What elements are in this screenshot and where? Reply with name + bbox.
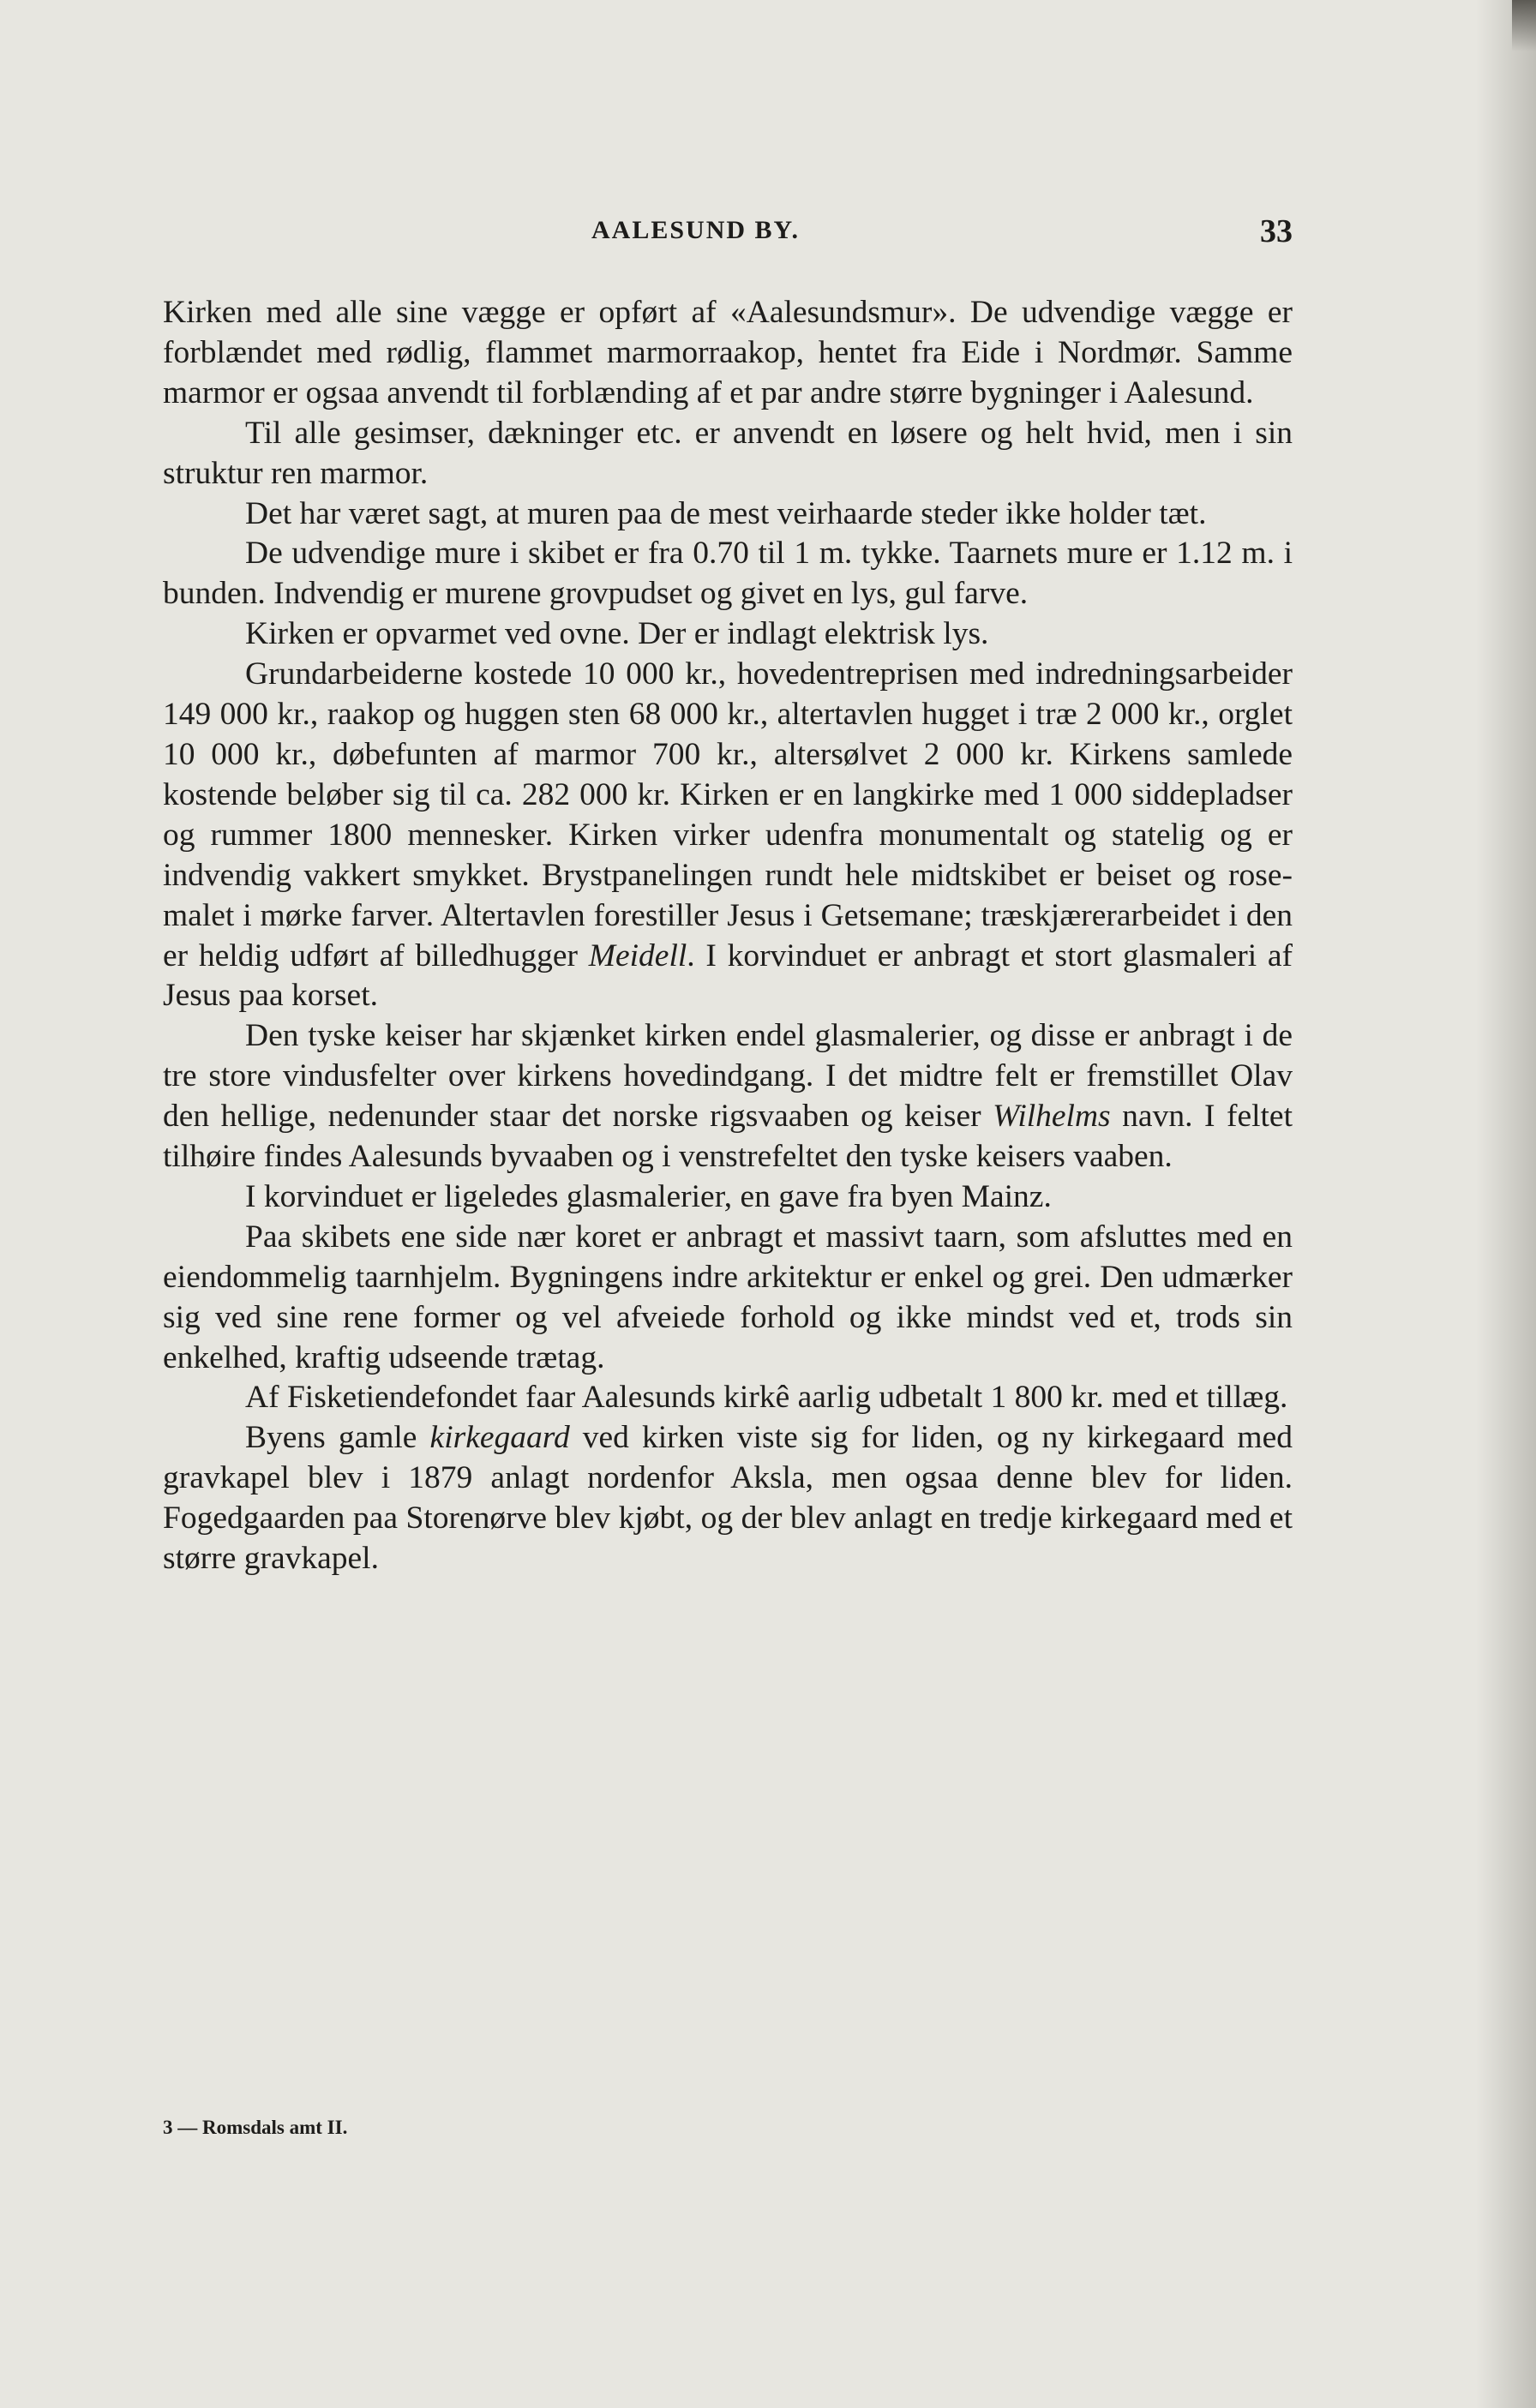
- paragraph: [163, 1378, 1293, 1418]
- paragraph: [163, 414, 1293, 494]
- page-edge-shadow: [1476, 0, 1536, 2408]
- running-title: AALESUND BY.: [591, 216, 800, 244]
- text-run: Det har været sagt, at muren paa de mest veirhaarde steder ikke holder tæt.: [245, 495, 1207, 531]
- text-run: I korvinduet er ligeledes glasmalerier, en gave fra byen Mainz.: [245, 1178, 1052, 1214]
- text-run: Af Fisketiendefondet faar Aalesunds kirkê aarlig udbetalt 1 800 kr. med et tillæg.: [245, 1380, 1288, 1416]
- paragraph: [163, 614, 1293, 655]
- paragraph: [163, 655, 1293, 1016]
- text-run: Paa skibets ene side nær koret er anbragt et massivt taarn, som afsluttes med en eiendommelig taarnhjelm. Bygningens indre arkitektur er enkel og grei. Den udmærker sig ved sine rene former og vel afveiede forhold og ikke mindst ved et, trods sin enkelhed, kraftig udseende trætag.: [163, 1219, 1293, 1375]
- italic-name: Wilhelms: [993, 1099, 1111, 1135]
- signature-mark: 3 — Romsdals amt II.: [163, 2117, 348, 2138]
- text-run: Kirken er opvarmet ved ovne. Der er indlagt elektrisk lys.: [245, 616, 989, 652]
- paragraph: [163, 494, 1293, 535]
- text-run: . I korvinduet er anbragt et stort glasmaleri af Jesus paa korset.: [163, 937, 1293, 1014]
- text-run: ved kirken viste sig for liden, og ny kirkegaard med gravkapel blev i 1879 anlagt nordenfor Aksla, men ogsaa denne blev for liden. Fogedgaarden paa Storenørve blev kjøbt, og der blev anlagt en tredje kirkegaard med et større gravkapel.: [163, 1420, 1293, 1577]
- body-text: [163, 293, 1293, 1579]
- page-header: [163, 213, 1293, 250]
- text-run: De udvendige mure i skibet er fra 0.70 til 1 m. tykke. Taarnets mure er 1.12 m. i bunden. Indvendig er murene grovpudset og givet en lys, gul farve.: [163, 536, 1293, 612]
- paragraph: [163, 534, 1293, 614]
- italic-name: kirkegaard: [429, 1420, 570, 1456]
- page-corner-mark: [1512, 0, 1536, 51]
- paragraph: [163, 1218, 1293, 1379]
- text-run: Byens gamle: [245, 1420, 430, 1456]
- text-run: Den tyske keiser har skjænket kirken endel glasmalerier, og disse er anbragt i de tre store vindusfelter over kirkens hovedindgang. I det midtre felt er fremstillet Olav den hellige, nedenunder staar det norske rigsvaaben og keiser: [163, 1018, 1293, 1135]
- page-number: 33: [1260, 213, 1293, 249]
- paragraph: [163, 293, 1293, 414]
- text-run: Kirken med alle sine vægge er opført af «Aalesundsmur». De udvendige vægge er forblændet med rødlig, flammet marmorraakop, hentet fra Eide i Nordmør. Samme marmor er ogsaa anvendt til forblænding af et par andre større bygninger i Aalesund.: [163, 295, 1293, 410]
- paragraph: [163, 1016, 1293, 1177]
- text-run: navn. I feltet tilhøire findes Aalesunds byvaaben og i venstrefeltet den tyske keisers vaaben.: [163, 1099, 1293, 1175]
- paragraph: [163, 1177, 1293, 1218]
- text-run: Til alle gesimser, dækninger etc. er anvendt en løsere og helt hvid, men i sin struktur ren marmor.: [163, 415, 1293, 491]
- text-run: Grundarbeiderne kostede 10 000 kr., hovedentreprisen med indredningsarbeider 149 000 kr., raakop og huggen sten 68 000 kr., altertavlen hugget i træ 2 000 kr., orglet 10 000 kr., døbefunten af marmor 700 kr., altersølvet 2 000 kr. Kirkens samlede kostende beløber sig til ca. 282 000 kr. Kirken er en langkirke med 1 000 siddepladser og rummer 1800 mennesker. Kirken virker udenfra monumentalt og statelig og er indvendig vakkert smykket. Brystpanelingen rundt hele midtskibet er beiset og rosemalet i mørke farver. Altertavlen forestiller Jesus i Getsemane; træskjærerarbeidet i den er heldig udført af billedhugger: [163, 656, 1293, 973]
- paragraph: [163, 1418, 1293, 1579]
- italic-name: Meidell: [588, 937, 687, 973]
